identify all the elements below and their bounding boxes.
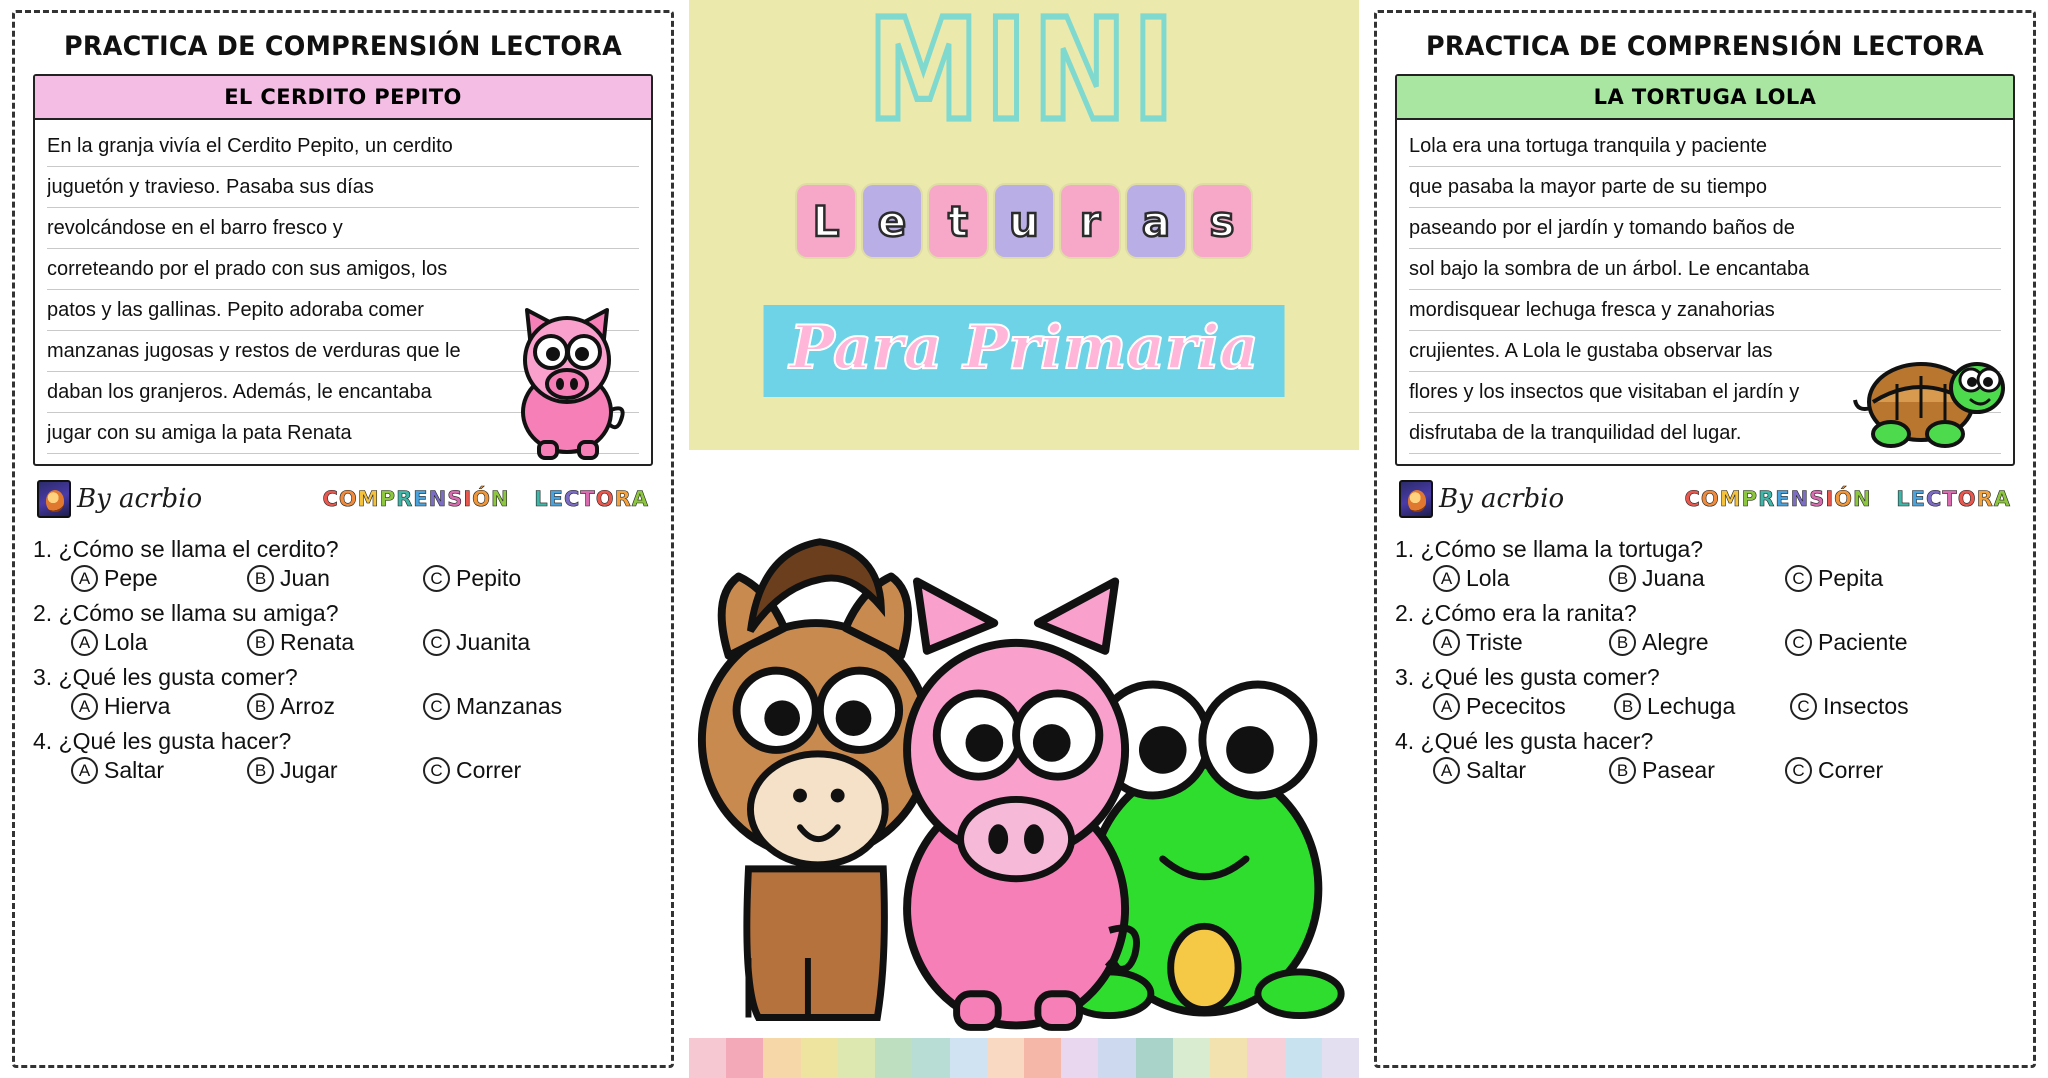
pig-illustration	[487, 292, 647, 462]
option-choice[interactable]	[71, 565, 221, 592]
story-line: En la granja vivía el Cerdito Pepito, un cerdito	[47, 126, 639, 167]
option-label: Juan	[280, 565, 330, 591]
story-box	[33, 74, 653, 466]
option-label: Correr	[456, 757, 522, 783]
option-label: Pececitos	[1466, 693, 1566, 719]
color-strip	[689, 1038, 1359, 1078]
option-letter: C	[1785, 757, 1812, 784]
letter-tile: L	[797, 185, 855, 257]
story-line: manzanas jugosas y restos de verduras que le	[47, 331, 639, 372]
option-label: Saltar	[1466, 757, 1527, 783]
option-choice[interactable]	[71, 629, 221, 656]
option-label: Correr	[1818, 757, 1884, 783]
option-label: Pepe	[104, 565, 158, 591]
story-line: correteando por el prado con sus amigos, los	[47, 249, 639, 290]
status-badge: COMPRENSIÓN LECTORA	[322, 487, 649, 511]
story-line: mordisquear lechuga fresca y zanahorias	[1409, 290, 2001, 331]
options-row	[1395, 565, 2015, 592]
horse-pig-frog-illustration	[689, 440, 1359, 1040]
question-text: 2. ¿Cómo se llama su amiga?	[33, 600, 339, 626]
option-letter: C	[1785, 629, 1812, 656]
author-name: By acrbio	[77, 484, 203, 514]
option-label: Jugar	[280, 757, 338, 783]
option-choice[interactable]	[423, 565, 521, 592]
option-label: Renata	[280, 629, 355, 655]
option-choice[interactable]	[1614, 693, 1764, 720]
story-line: revolcándose en el barro fresco y	[47, 208, 639, 249]
option-letter: A	[71, 565, 98, 592]
option-choice[interactable]	[1785, 757, 1883, 784]
option-letter: B	[247, 629, 274, 656]
option-choice[interactable]	[1433, 565, 1583, 592]
author-logo-icon	[1399, 480, 1433, 518]
question-item	[1395, 600, 2015, 656]
question-text: 4. ¿Qué les gusta hacer?	[33, 728, 292, 754]
option-label: Pepita	[1818, 565, 1884, 591]
question-item	[1395, 728, 2015, 784]
letter-tile: u	[995, 185, 1053, 257]
page-title: PRACTICA DE COMPRENSIÓN LECTORA	[63, 31, 623, 62]
question-text: 3. ¿Qué les gusta comer?	[1395, 664, 1660, 690]
options-row	[33, 693, 653, 720]
question-item	[1395, 536, 2015, 592]
option-letter: A	[1433, 565, 1460, 592]
option-choice[interactable]	[1609, 565, 1759, 592]
option-letter: B	[1609, 629, 1636, 656]
cover-panel	[686, 0, 1362, 1078]
questions-list	[1395, 536, 2015, 784]
question-item	[33, 600, 653, 656]
option-letter: A	[71, 757, 98, 784]
story-text	[1397, 120, 2013, 464]
option-letter: C	[423, 629, 450, 656]
letter-tile: a	[1127, 185, 1185, 257]
question-item	[33, 728, 653, 784]
page-title: PRACTICA DE COMPRENSIÓN LECTORA	[1425, 31, 1985, 62]
option-letter: A	[1433, 693, 1460, 720]
option-letter: B	[1609, 757, 1636, 784]
options-row	[1395, 757, 2015, 784]
right-worksheet-border	[1374, 10, 2036, 1068]
letter-tile: r	[1061, 185, 1119, 257]
option-choice[interactable]	[71, 757, 221, 784]
option-choice[interactable]	[423, 693, 562, 720]
options-row	[33, 757, 653, 784]
options-row	[1395, 693, 2015, 720]
story-line: Lola era una tortuga tranquila y paciente	[1409, 126, 2001, 167]
option-label: Pepito	[456, 565, 522, 591]
question-item	[33, 536, 653, 592]
option-choice[interactable]	[247, 757, 397, 784]
option-label: Pasear	[1642, 757, 1715, 783]
option-choice[interactable]	[247, 629, 397, 656]
question-text: 1. ¿Cómo se llama la tortuga?	[1395, 536, 1704, 562]
story-line: patos y las gallinas. Pepito adoraba comer	[47, 290, 639, 331]
option-letter: A	[1433, 629, 1460, 656]
option-letter: C	[1790, 693, 1817, 720]
letter-tile: s	[1193, 185, 1251, 257]
option-label: Alegre	[1642, 629, 1709, 655]
option-label: Manzanas	[456, 693, 563, 719]
option-letter: A	[71, 629, 98, 656]
options-row	[1395, 629, 2015, 656]
story-line: flores y los insectos que visitaban el jardín y	[1409, 372, 2001, 413]
option-label: Juana	[1642, 565, 1705, 591]
pig-icon	[907, 581, 1136, 1027]
option-choice[interactable]	[1433, 693, 1588, 720]
option-label: Lola	[1466, 565, 1510, 591]
questions-list	[33, 536, 653, 784]
credit-row	[1395, 476, 2015, 522]
left-worksheet-border	[12, 10, 674, 1068]
horse-icon	[702, 542, 930, 1018]
story-line: crujientes. A Lola le gustaba observar las	[1409, 331, 2001, 372]
letter-tile: e	[863, 185, 921, 257]
option-label: Insectos	[1823, 693, 1909, 719]
question-text: 1. ¿Cómo se llama el cerdito?	[33, 536, 339, 562]
option-letter: B	[247, 565, 274, 592]
question-item	[33, 664, 653, 720]
author-name: By acrbio	[1439, 484, 1565, 514]
story-line: sol bajo la sombra de un árbol. Le encantaba	[1409, 249, 2001, 290]
cover-letter-tiles	[689, 185, 1359, 257]
option-letter: A	[1433, 757, 1460, 784]
option-choice[interactable]	[423, 629, 530, 656]
option-choice[interactable]	[423, 757, 521, 784]
story-box	[1395, 74, 2015, 466]
question-text: 3. ¿Qué les gusta comer?	[33, 664, 298, 690]
question-text: 2. ¿Cómo era la ranita?	[1395, 600, 1637, 626]
story-line: paseando por el jardín y tomando baños de	[1409, 208, 2001, 249]
option-letter: A	[71, 693, 98, 720]
option-choice[interactable]	[1433, 757, 1583, 784]
story-line: que pasaba la mayor parte de su tiempo	[1409, 167, 2001, 208]
story-line: disfrutaba de la tranquilidad del lugar.	[1409, 413, 2001, 454]
story-line: jugar con su amiga la pata Renata	[47, 413, 639, 454]
option-label: Hierva	[104, 693, 171, 719]
option-letter: C	[1785, 565, 1812, 592]
turtle-illustration	[1849, 292, 2009, 462]
story-line: daban los granjeros. Además, le encantaba	[47, 372, 639, 413]
option-label: Paciente	[1818, 629, 1908, 655]
option-choice[interactable]	[1433, 629, 1583, 656]
status-badge: COMPRENSIÓN LECTORA	[1684, 487, 2011, 511]
options-row	[33, 629, 653, 656]
option-letter: C	[423, 757, 450, 784]
option-label: Saltar	[104, 757, 165, 783]
option-choice[interactable]	[71, 693, 221, 720]
option-label: Juanita	[456, 629, 531, 655]
credit-row	[33, 476, 653, 522]
cover-word-mini: MINI	[867, 0, 1181, 153]
question-item	[1395, 664, 2015, 720]
author-credit	[1399, 480, 1564, 518]
option-choice[interactable]	[1790, 693, 1909, 720]
story-line: juguetón y travieso. Pasaba sus días	[47, 167, 639, 208]
story-text	[35, 120, 651, 464]
left-worksheet	[0, 0, 686, 1078]
question-text: 4. ¿Qué les gusta hacer?	[1395, 728, 1654, 754]
cover-subtitle: Para Primaria	[764, 305, 1285, 397]
option-choice[interactable]	[1609, 757, 1759, 784]
option-letter: B	[1614, 693, 1641, 720]
option-choice[interactable]	[247, 693, 397, 720]
option-choice[interactable]	[1609, 629, 1759, 656]
option-letter: B	[247, 757, 274, 784]
story-title: LA TORTUGA LOLA	[1397, 76, 2013, 120]
option-letter: B	[1609, 565, 1636, 592]
letter-tile: t	[929, 185, 987, 257]
option-label: Lola	[104, 629, 148, 655]
option-choice[interactable]	[1785, 629, 1908, 656]
option-choice[interactable]	[247, 565, 397, 592]
right-worksheet	[1362, 0, 2048, 1078]
story-title: EL CERDITO PEPITO	[35, 76, 651, 120]
option-label: Triste	[1466, 629, 1523, 655]
option-label: Lechuga	[1647, 693, 1736, 719]
option-letter: C	[423, 565, 450, 592]
author-logo-icon	[37, 480, 71, 518]
options-row	[33, 565, 653, 592]
option-letter: C	[423, 693, 450, 720]
option-letter: B	[247, 693, 274, 720]
option-choice[interactable]	[1785, 565, 1883, 592]
author-credit	[37, 480, 202, 518]
option-label: Arroz	[280, 693, 335, 719]
